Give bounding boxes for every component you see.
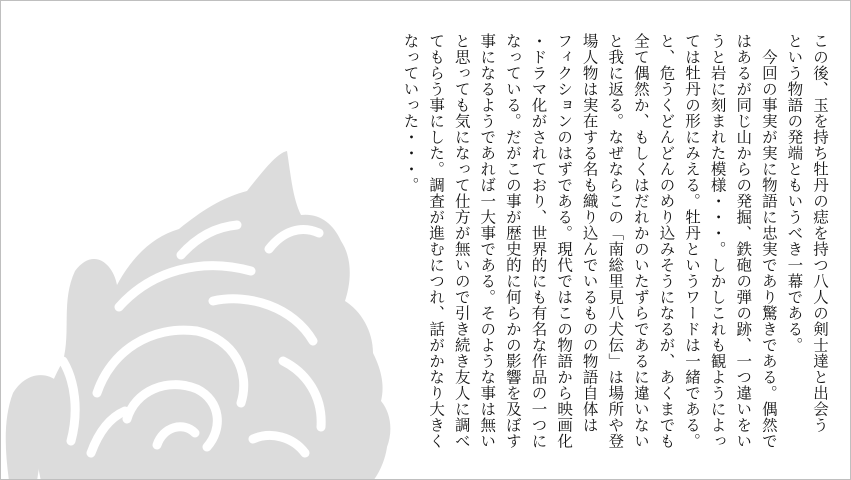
text-column: てもらう事にした。調査が進むにつれ、話がかなり大きく	[427, 33, 446, 449]
text-column: ては牡丹の形にみえる。牡丹というワードは一緒である。	[683, 33, 702, 449]
text-column: なっていった・・・。	[401, 33, 420, 193]
text-column: 全て偶然か、もしくはだれかのいたずらであるに違いない	[631, 33, 650, 449]
text-column: と我に返る。なぜならこの「南総里見八犬伝」は場所や登	[606, 33, 625, 449]
text-column: なっている。だがこの事が歴史的に何らかの影響を及ぼす	[503, 33, 522, 449]
text-column: うと岩に刻まれた模様・・・。しかしこれも観ようによっ	[708, 33, 727, 449]
text-column: と思っても気になって仕方が無いので引き続き友人に調べ	[452, 33, 471, 449]
text-column: 事になるようであれば一大事である。そのような事は無い	[478, 33, 497, 449]
text-column: はあるが同じ山からの発掘、鉄砲の弾の跡、一つ違いをい	[734, 33, 753, 449]
text-column: という物語の発端ともいうべき一幕である。	[785, 33, 804, 353]
vertical-text-block	[397, 33, 832, 469]
text-column: フィクションのはずである。現代ではこの物語から映画化	[555, 33, 574, 449]
text-column: 場人物は実在する名も織り込んでいるものの物語自体は	[580, 33, 599, 433]
text-column: ・ドラマ化がされており、世界的にも有名な作品の一つに	[529, 33, 548, 449]
text-column: この後、玉を持ち牡丹の痣を持つ八人の剣士達と出会う	[811, 33, 829, 433]
text-column: と、危うくどんどんのめり込みそうになるが、あくまでも	[657, 33, 676, 449]
text-column: 今回の事実が実に物語に忠実であり驚きである。偶然で	[759, 33, 778, 449]
